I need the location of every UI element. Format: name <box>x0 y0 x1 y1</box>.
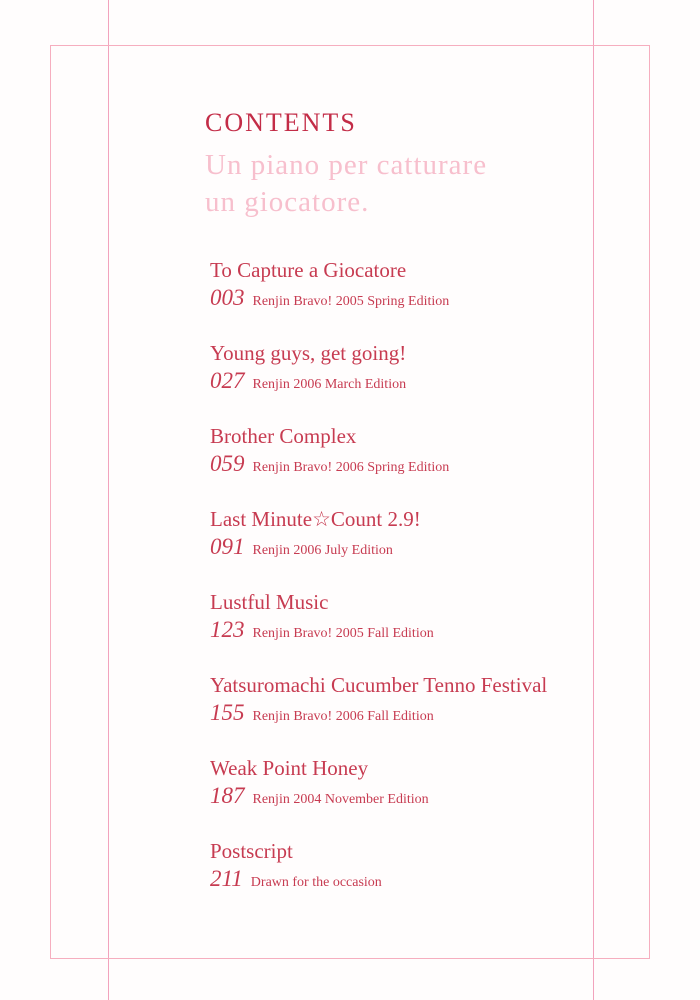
toc-entry <box>210 339 650 399</box>
chapter-title: Weak Point Honey <box>210 756 369 780</box>
page-title: CONTENTS <box>205 108 357 137</box>
chapter-source: Drawn for the occasion <box>250 875 382 890</box>
chapter-source: Renjin 2006 July Edition <box>252 543 393 558</box>
toc-entry <box>210 422 650 482</box>
toc-entry <box>210 505 650 565</box>
chapter-page-number: 003 <box>210 285 245 310</box>
chapter-meta <box>210 616 650 648</box>
chapter-page-number: 187 <box>210 783 245 808</box>
chapter-meta <box>210 284 650 316</box>
chapter-meta <box>210 699 650 731</box>
chapter-source: Renjin Bravo! 2006 Spring Edition <box>252 460 450 475</box>
chapter-source: Renjin 2004 November Edition <box>252 792 429 807</box>
subtitle-line-1: Un piano per catturare <box>205 149 488 181</box>
toc-entry <box>210 754 650 814</box>
chapter-source: Renjin Bravo! 2005 Fall Edition <box>252 626 434 641</box>
chapter-source: Renjin 2006 March Edition <box>252 377 407 392</box>
header <box>205 108 487 221</box>
chapter-title: Yatsuromachi Cucumber Tenno Festival <box>210 673 548 697</box>
chapter-page-number: 123 <box>210 617 245 642</box>
subtitle <box>205 147 487 221</box>
toc-entry <box>210 256 650 316</box>
toc-entry <box>210 671 650 731</box>
chapter-title: To Capture a Giocatore <box>210 258 407 282</box>
chapter-meta <box>210 450 650 482</box>
chapter-title: Brother Complex <box>210 424 357 448</box>
chapter-title: Young guys, get going! <box>210 341 407 365</box>
toc-list <box>210 256 650 920</box>
chapter-page-number: 059 <box>210 451 245 476</box>
chapter-title: Lustful Music <box>210 590 329 614</box>
chapter-meta <box>210 367 650 399</box>
chapter-meta <box>210 865 650 897</box>
chapter-page-number: 091 <box>210 534 245 559</box>
toc-entry <box>210 588 650 648</box>
chapter-page-number: 211 <box>210 866 243 891</box>
chapter-page-number: 027 <box>210 368 245 393</box>
chapter-page-number: 155 <box>210 700 245 725</box>
subtitle-line-2: un giocatore. <box>205 186 370 218</box>
chapter-source: Renjin Bravo! 2005 Spring Edition <box>252 294 450 309</box>
chapter-source: Renjin Bravo! 2006 Fall Edition <box>252 709 434 724</box>
toc-entry <box>210 837 650 897</box>
chapter-meta <box>210 533 650 565</box>
chapter-title: Last Minute☆Count 2.9! <box>210 507 421 531</box>
chapter-meta <box>210 782 650 814</box>
chapter-title: Postscript <box>210 839 293 863</box>
